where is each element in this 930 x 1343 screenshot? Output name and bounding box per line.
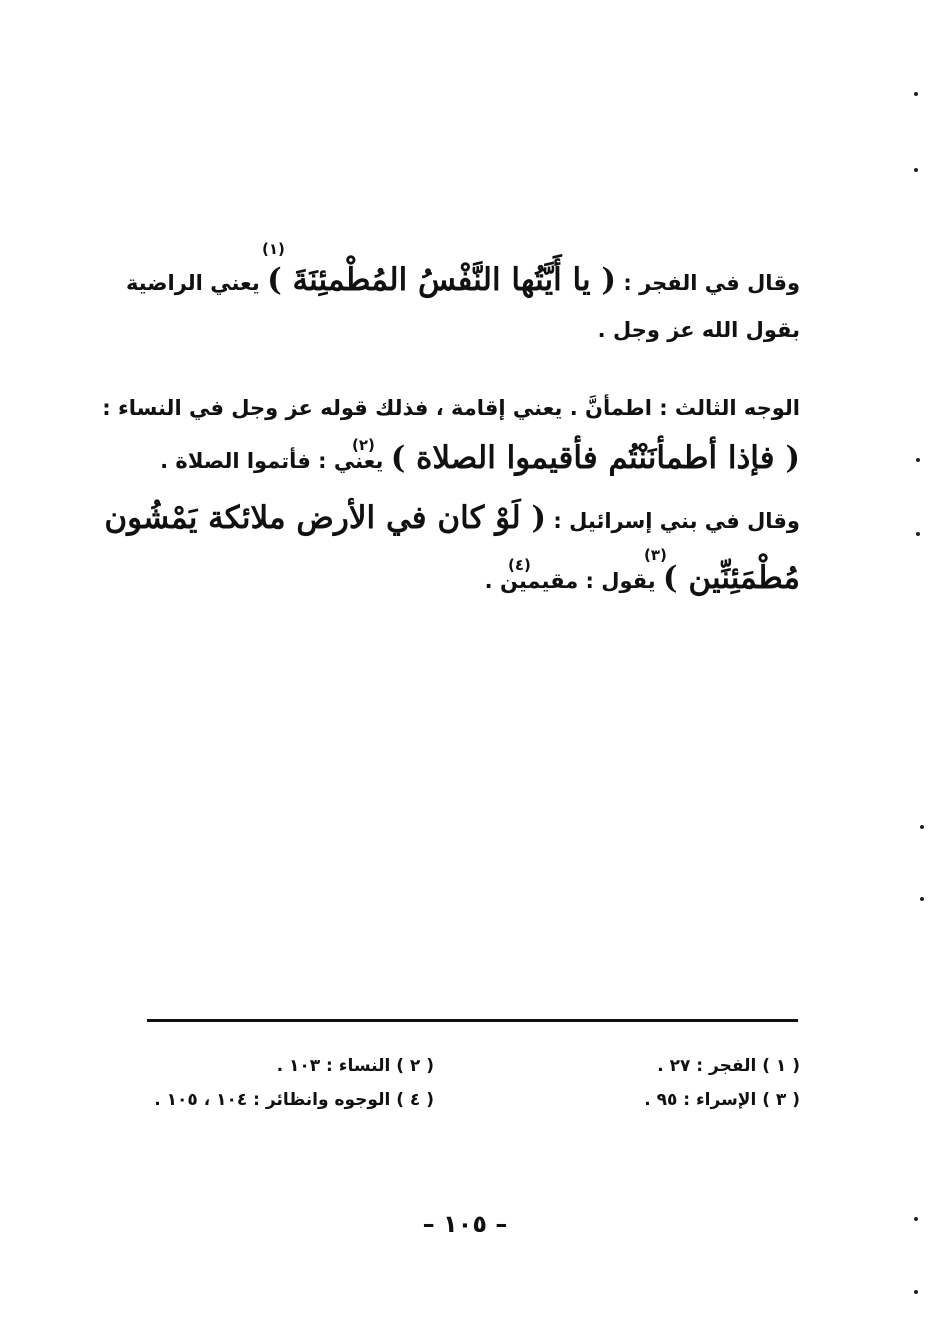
scan-speck — [920, 825, 924, 829]
line1-tail: يعني الراضية — [125, 271, 268, 295]
line4-tail: يعني : فأتموا الصلاة . — [160, 449, 391, 473]
scan-speck — [916, 532, 920, 536]
line6-tail: يقول : مقيمين . — [484, 569, 663, 593]
footnote-4: ( ٤ ) الوجوه وانظائر : ١٠٤ ، ١٠٥ . — [154, 1090, 434, 1110]
scan-speck — [914, 92, 918, 96]
text-line-5 — [104, 500, 800, 536]
footnote-ref-1: (١) — [262, 240, 285, 258]
line4-quran-verse: ( فإذا أطمأنَنْتُم فأقيموا الصلاة ) — [390, 440, 800, 476]
footnote-2: ( ٢ ) النساء : ١٠٣ . — [276, 1056, 434, 1076]
text-line-3: الوجه الثالث : اطمأنَّ . يعني إقامة ، فذلك قوله عز وجل في النساء : — [102, 396, 800, 420]
line5-quran-verse: ( لَوْ كان في الأرض ملائكة يَمْشُون — [104, 500, 547, 536]
scan-speck — [914, 1290, 918, 1294]
main-text — [102, 0, 800, 700]
line1-lead: وقال في الفجر : — [616, 271, 800, 295]
line6-quran-verse: مُطْمَئِنِّين ) — [662, 560, 800, 596]
scan-speck — [916, 458, 920, 462]
scan-speck — [914, 1217, 918, 1221]
text-line-6 — [485, 560, 800, 596]
footnote-1: ( ١ ) الفجر : ٢٧ . — [657, 1056, 800, 1076]
footnote-ref-3: (٣) — [644, 546, 667, 564]
footnote-ref-2: (٢) — [352, 436, 375, 454]
page-number: – ١٠٥ – — [422, 1210, 508, 1238]
line5-lead: وقال في بني إسرائيل : — [546, 509, 800, 533]
text-line-1 — [126, 262, 800, 298]
text-line-4 — [160, 440, 800, 476]
footnote-3: ( ٣ ) الإسراء : ٩٥ . — [644, 1090, 800, 1110]
line1-quran-verse: ( يا أَيَّتُها النَّفْسُ المُطْمئِنَةَ ) — [267, 262, 617, 298]
text-line-2: بقول الله عز وجل . — [597, 318, 800, 342]
footnote-divider — [147, 1019, 798, 1022]
footnote-ref-4: (٤) — [508, 556, 531, 574]
scan-speck — [914, 168, 918, 172]
scan-speck — [920, 897, 924, 901]
